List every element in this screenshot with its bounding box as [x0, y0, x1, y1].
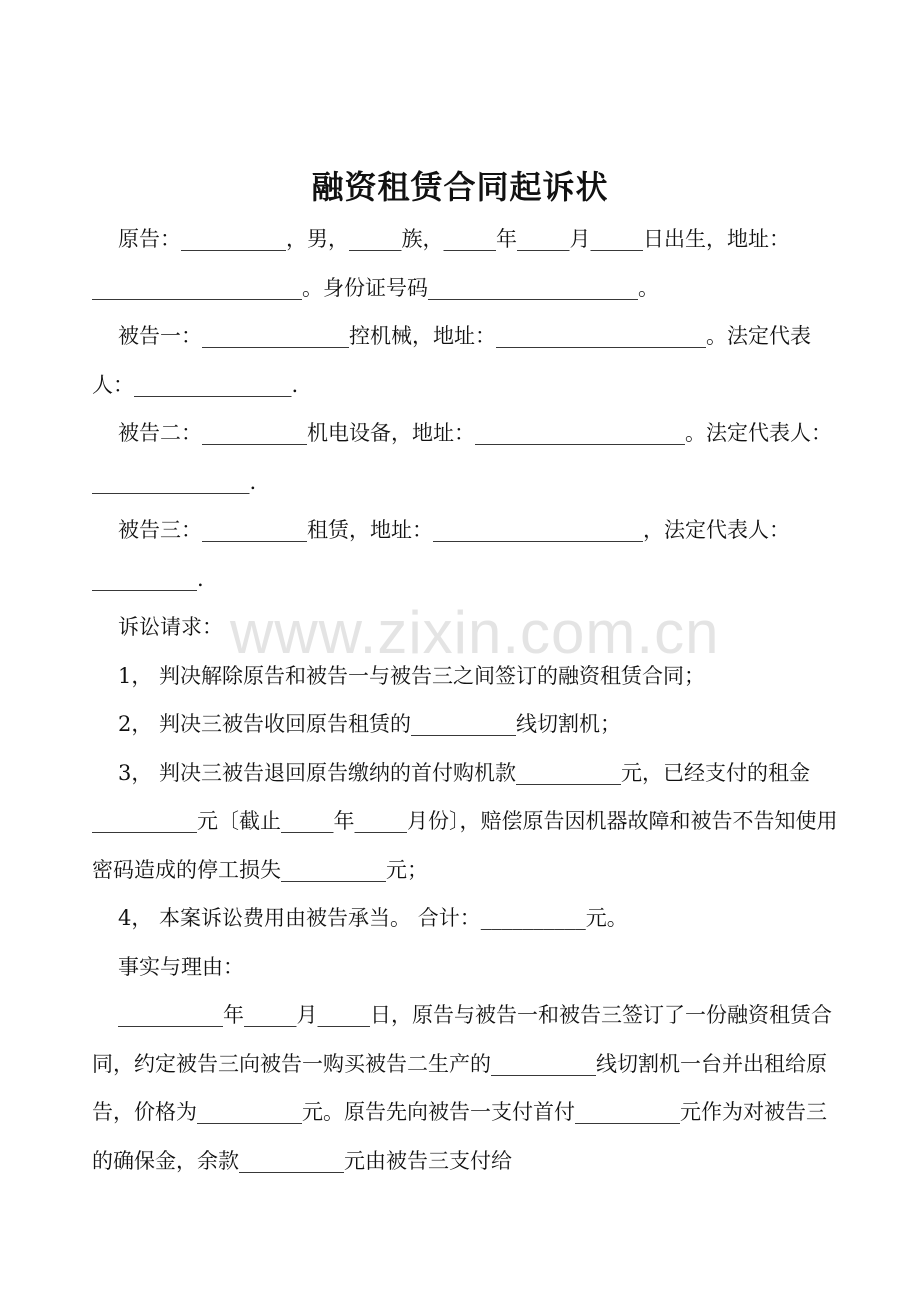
claim-item-4: 4， 本案诉讼费用由被告承当。 合计：__________元。	[118, 906, 628, 930]
paragraph-defendant-two: 被告二：__________机电设备，地址：____________________。法定代表人：_______________.	[92, 421, 832, 494]
claim-item-1: 1， 判决解除原告和被告一与被告三之间签订的融资租赁合同；	[118, 663, 706, 688]
paragraph-defendant-three: 被告三：__________租赁，地址：____________________，法定代表人：__________.	[92, 518, 790, 591]
claim-item-2: 2， 判决三被告收回原告租赁的__________线切割机；	[118, 712, 622, 736]
paragraph-defendant-one: 被告一：______________控机械，地址：____________________。法定代表人：_______________.	[92, 324, 811, 397]
paragraph-plaintiff: 原告：__________，男，_____族，_____年_____月_____日出生，地址：____________________。身份证号码____________________。	[92, 227, 790, 300]
document-body	[92, 215, 840, 1185]
paragraph-facts: __________年_____月_____日，原告与被告一和被告三签订了一份融资租赁合同，约定被告三向被告一购买被告二生产的__________线切割机一台并出租给原告，价格为__________元。原告先向被告一支付首付__________元作为对被告三的确保金，余款__________元由被告三支付给	[92, 1003, 832, 1173]
section-heading-facts: 事实与理由：	[118, 954, 244, 979]
claim-item-3: 3， 判决三被告退回原告缴纳的首付购机款__________元，已经支付的租金__________元〔截止_____年_____月份〕，赔偿原告因机器故障和被告不告知使用密码造成的停工损失__________元；	[92, 760, 838, 882]
document-title: 融资租赁合同起诉状	[311, 168, 609, 206]
section-heading-claims: 诉讼请求：	[118, 615, 223, 639]
watermark: www.zixin.com.cn	[230, 599, 720, 666]
